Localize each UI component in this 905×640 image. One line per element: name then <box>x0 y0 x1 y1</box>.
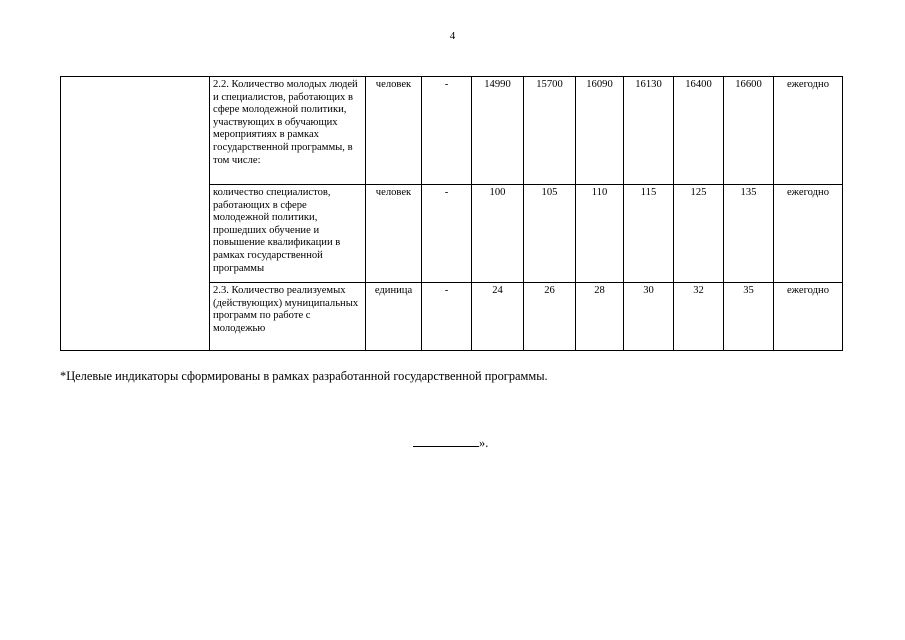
indicator-name: 2.3. Количество реализуемых (действующих) муниципальных программ по работе с молодежью <box>210 283 366 351</box>
indicators-table <box>60 76 843 351</box>
indicator-value: 14990 <box>472 77 524 185</box>
indicator-base-value: - <box>422 283 472 351</box>
indicator-value: 16090 <box>576 77 624 185</box>
indicator-base-value: - <box>422 185 472 283</box>
indicator-value: 24 <box>472 283 524 351</box>
indicator-value: 16600 <box>724 77 774 185</box>
indicator-value: 28 <box>576 283 624 351</box>
closing-line <box>413 436 488 451</box>
indicator-value: 16400 <box>674 77 724 185</box>
indicator-value: 26 <box>524 283 576 351</box>
indicator-period: ежегодно <box>774 185 843 283</box>
indicator-period: ежегодно <box>774 77 843 185</box>
closing-blank-line <box>413 436 479 447</box>
indicator-value: 125 <box>674 185 724 283</box>
indicator-unit: единица <box>366 283 422 351</box>
row-group-cell <box>61 77 210 351</box>
table-row <box>61 77 843 185</box>
indicator-value: 115 <box>624 185 674 283</box>
indicator-name: 2.2. Количество молодых людей и специалистов, работающих в сфере молодежной политики, участвующих в обучающих мероприятиях в рамках государственной программы, в том числе: <box>210 77 366 185</box>
indicator-value: 105 <box>524 185 576 283</box>
indicator-unit: человек <box>366 185 422 283</box>
indicator-value: 32 <box>674 283 724 351</box>
indicator-value: 15700 <box>524 77 576 185</box>
footnote: *Целевые индикаторы сформированы в рамках разработанной государственной программы. <box>60 369 548 383</box>
indicator-value: 16130 <box>624 77 674 185</box>
indicator-value: 110 <box>576 185 624 283</box>
indicator-base-value: - <box>422 77 472 185</box>
closing-quote: ». <box>479 436 489 450</box>
indicator-value: 100 <box>472 185 524 283</box>
indicator-period: ежегодно <box>774 283 843 351</box>
indicator-unit: человек <box>366 77 422 185</box>
indicator-value: 35 <box>724 283 774 351</box>
indicator-value: 30 <box>624 283 674 351</box>
indicator-value: 135 <box>724 185 774 283</box>
indicator-name: количество специалистов, работающих в сфере молодежной политики, прошедших обучение и повышение квалификации в рамках государственной программы <box>210 185 366 283</box>
page-number: 4 <box>449 30 456 42</box>
